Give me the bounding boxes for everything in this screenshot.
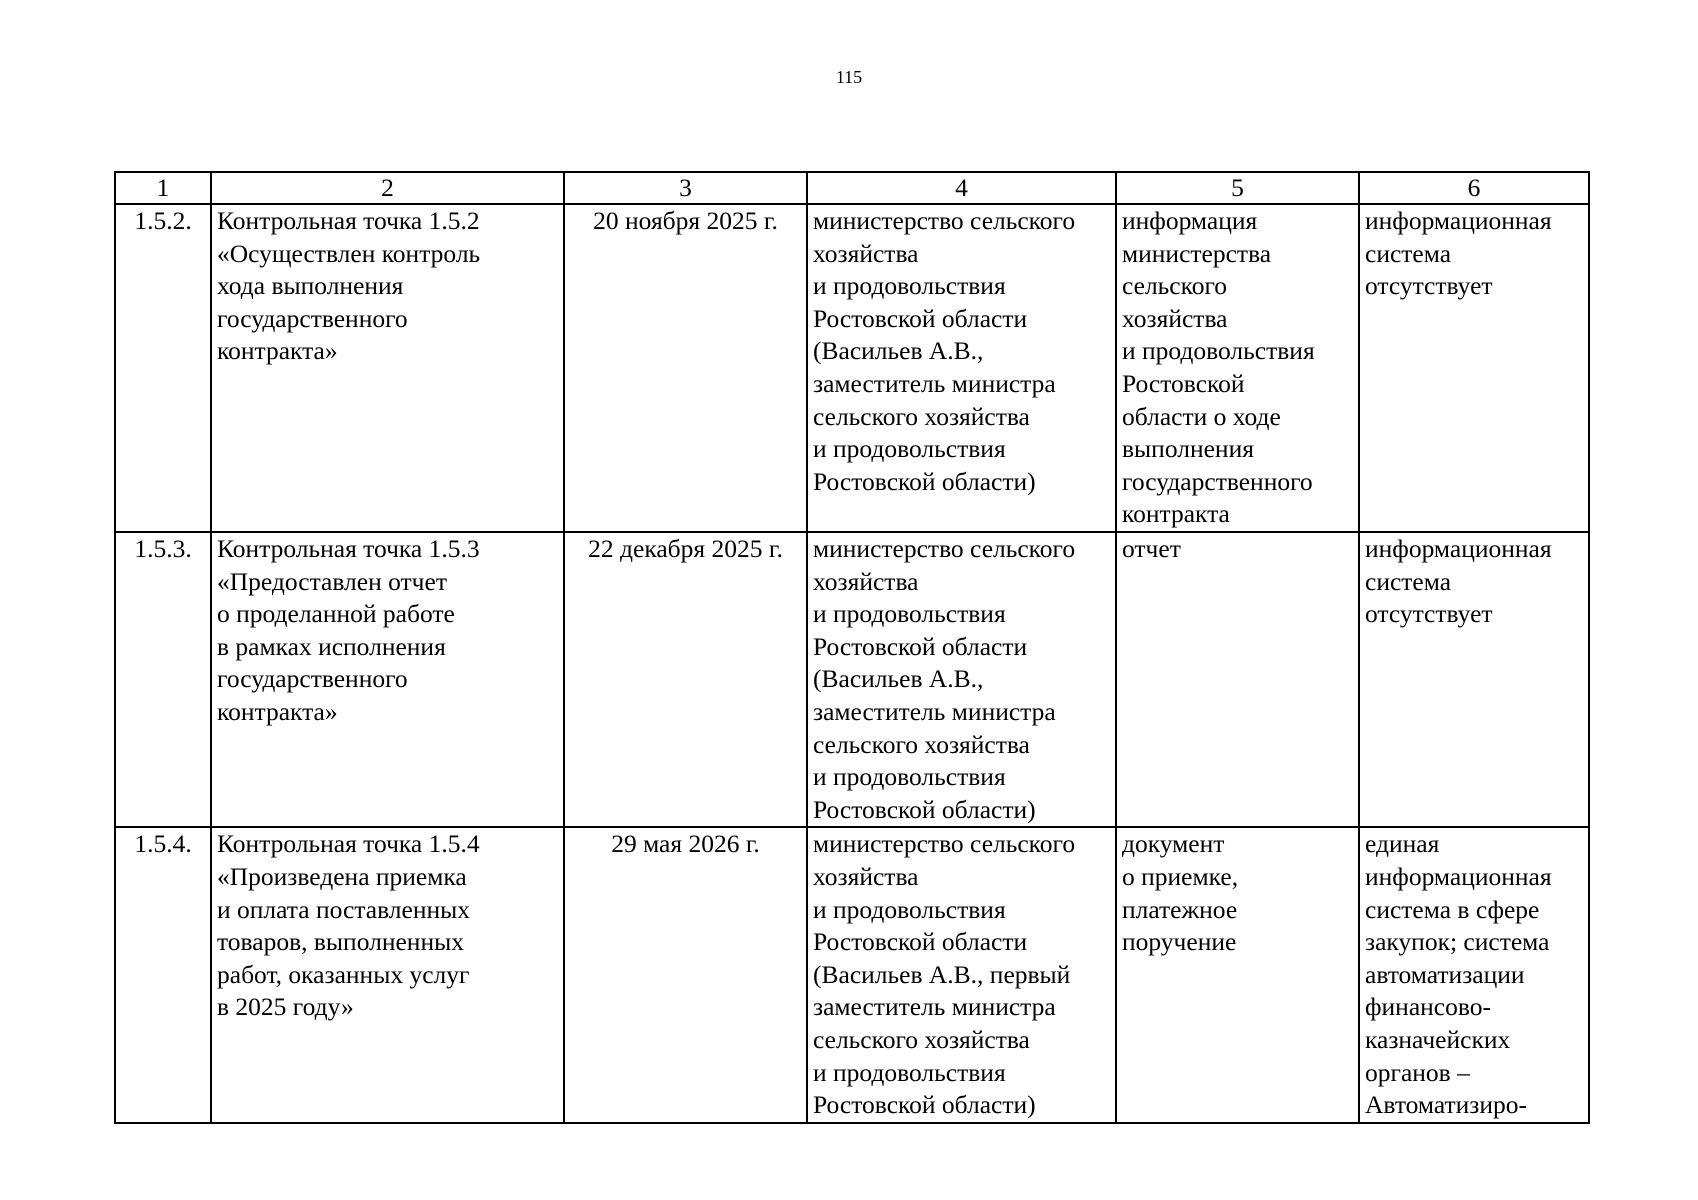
- information-system: информационная система отсутствует: [1359, 204, 1589, 532]
- confirming-document: документ о приемке, платежное поручение: [1116, 827, 1359, 1122]
- control-point-name: Контрольная точка 1.5.2 «Осуществлен контроль хода выполнения государственного контракта»: [211, 204, 564, 532]
- table-row: [115, 204, 1589, 532]
- header-cell-5: 5: [1116, 172, 1359, 204]
- table-row: [115, 532, 1589, 827]
- deadline-date: 22 декабря 2025 г.: [564, 532, 807, 827]
- confirming-document: отчет: [1116, 532, 1359, 827]
- header-cell-2: 2: [211, 172, 564, 204]
- table-header-row: [115, 172, 1589, 204]
- row-number: 1.5.4.: [115, 827, 211, 1122]
- confirming-document: информация министерства сельского хозяйства и продовольствия Ростовской области о ходе выполнения государственного контракта: [1116, 204, 1359, 532]
- page-number: 115: [835, 67, 863, 87]
- control-point-name: Контрольная точка 1.5.4 «Произведена приемка и оплата поставленных товаров, выполненных работ, оказанных услуг в 2025 году»: [211, 827, 564, 1122]
- control-point-name: Контрольная точка 1.5.3 «Предоставлен отчет о проделанной работе в рамках исполнения государственного контракта»: [211, 532, 564, 827]
- control-points-table: [114, 171, 1590, 1124]
- header-cell-1: 1: [115, 172, 211, 204]
- header-cell-6: 6: [1359, 172, 1589, 204]
- row-number: 1.5.3.: [115, 532, 211, 827]
- row-number: 1.5.2.: [115, 204, 211, 532]
- deadline-date: 29 мая 2026 г.: [564, 827, 807, 1122]
- header-cell-3: 3: [564, 172, 807, 204]
- deadline-date: 20 ноября 2025 г.: [564, 204, 807, 532]
- responsible-executor: министерство сельского хозяйства и продовольствия Ростовской области (Васильев А.В., заместитель министра сельского хозяйства и продовольствия Ростовской области): [807, 204, 1116, 532]
- responsible-executor: министерство сельского хозяйства и продовольствия Ростовской области (Васильев А.В., заместитель министра сельского хозяйства и продовольствия Ростовской области): [807, 532, 1116, 827]
- responsible-executor: министерство сельского хозяйства и продовольствия Ростовской области (Васильев А.В., первый заместитель министра сельского хозяйства и продовольствия Ростовской области): [807, 827, 1116, 1122]
- information-system: информационная система отсутствует: [1359, 532, 1589, 827]
- information-system: единая информационная система в сфере закупок; система автоматизации финансово- казначейских органов – Автоматизиро-: [1359, 827, 1589, 1122]
- header-cell-4: 4: [807, 172, 1116, 204]
- table-row: [115, 827, 1589, 1122]
